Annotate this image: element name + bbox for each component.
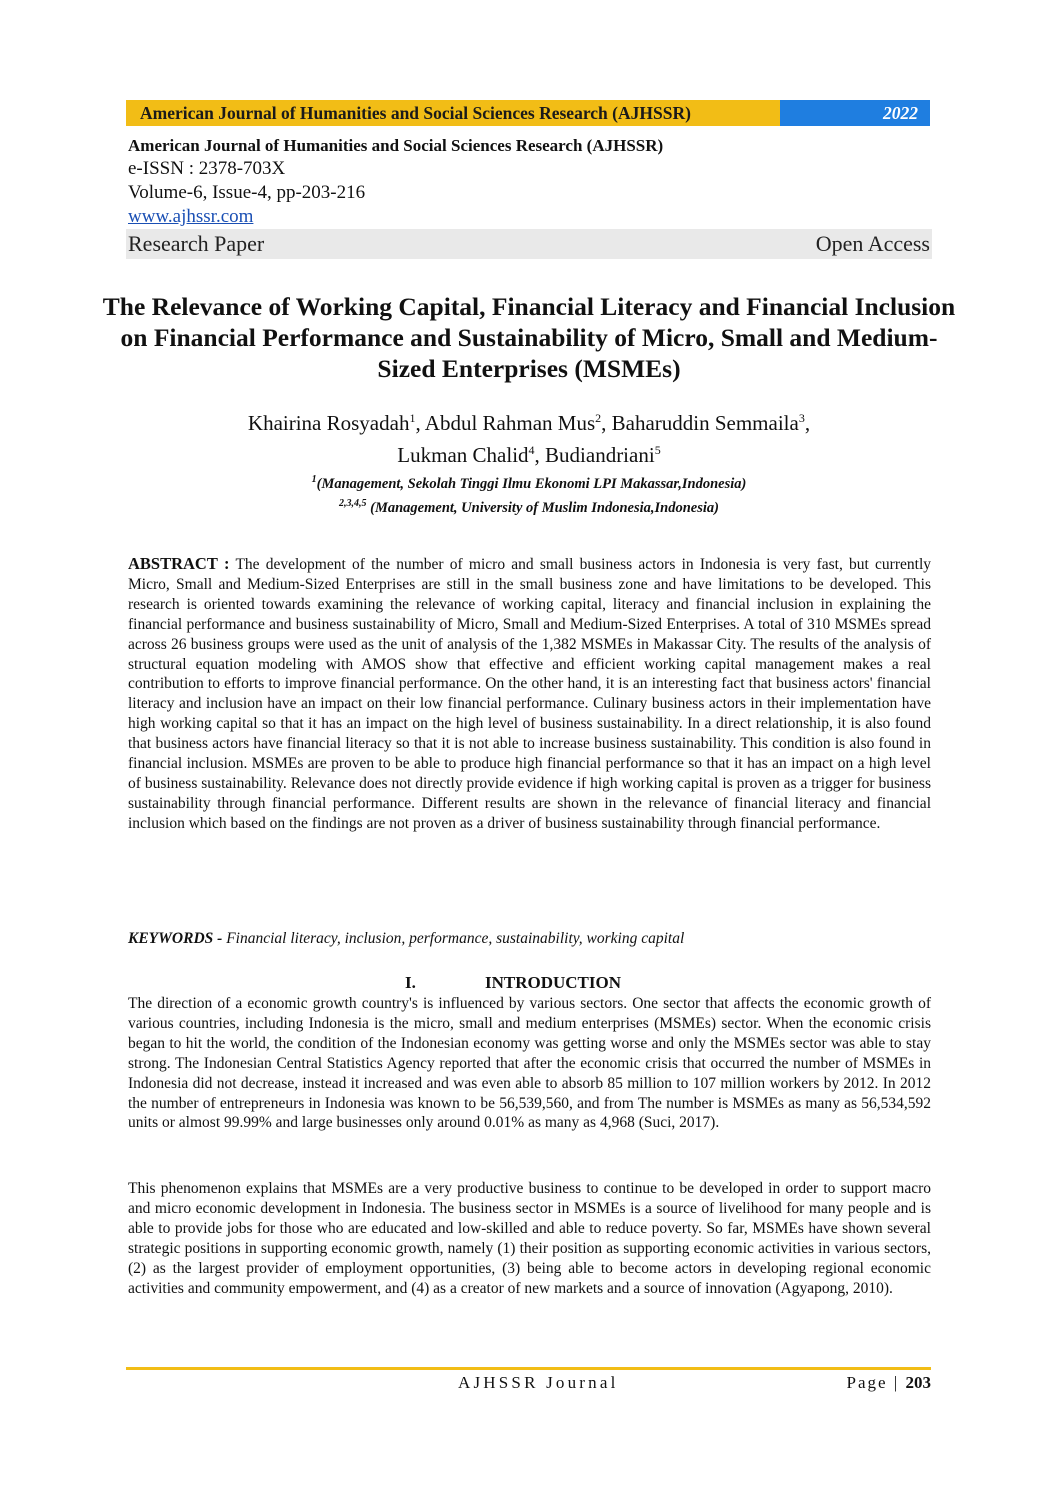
author-name: Baharuddin Semmaila [611, 411, 799, 435]
footer-divider [126, 1367, 931, 1370]
affiliation-text: (Management, Sekolah Tinggi Ilmu Ekonomi LPI Makassar,Indonesia) [316, 475, 747, 492]
author-name: Khairina Rosyadah [247, 411, 410, 435]
abstract-text: The development of the number of micro and small business actors in Indonesia is very fast, but currently Micro, Small and Medium-Sized Enterprises are still in the small business zone and have limitations to be developed. This research is oriented towards examining the relevance of working capital, literacy and financial inclusion in explaining the financial performance and business sustainability of Micro, Small and Medium-Sized Enterprises. A total of 310 MSMEs spread across 26 business groups were used as the unit of analysis of the 1,382 MSMEs in Makassar City. The results of the analysis of structural equation modeling with AMOS show that effective and efficient working capital management makes a real contribution to efforts to improve financial performance. On the other hand, it is an interesting fact that business actors' financial literacy and inclusion have an impact on their low financial performance. Culinary business actors in their implementation have high working capital so that it has an impact on the high level of business sustainability. In a direct relationship, it is also found that business actors have financial literacy so that it is not able to increase business sustainability. This condition is also found in financial inclusion. MSMEs are proven to be able to produce high financial performance so that it has an impact on a high level of business sustainability. Relevance does not directly provide evidence if high working capital is proven as a trigger for business sustainability through financial performance. Different results are shown in the relevance of financial literacy and financial inclusion which based on the findings are not proven as a driver of business sustainability through financial performance. [128, 556, 931, 832]
abstract [128, 554, 931, 834]
affiliations [100, 470, 958, 518]
affiliation-2 [100, 494, 958, 518]
banner-year-block [780, 100, 930, 126]
affiliation-text: (Management, University of Muslim Indonesia,Indonesia) [366, 499, 719, 516]
author-sup: 2 [595, 411, 602, 425]
page-number: 203 [905, 1373, 931, 1392]
journal-name: American Journal of Humanities and Social Sciences Research (AJHSSR) [128, 136, 664, 155]
section-number: I. [405, 973, 416, 992]
paper-title: The Relevance of Working Capital, Financial Literacy and Financial Inclusion on Financial Performance and Sustainability of Micro, Small and Medium-Sized Enterprises (MSMEs) [102, 292, 956, 383]
intro-paragraph-1: The direction of a economic growth country's is influenced by various sectors. One sector that affects the economic growth of various countries, including Indonesia is the micro, small and medium enterprises (MSMEs) sector. When the economic crisis began to hit the world, the condition of the Indonesian economy was getting worse and only the MSMEs sector was able to stay strong. The Indonesian Central Statistics Agency reported that after the economic crisis that occurred the number of MSMEs in Indonesia did not decrease, instead it increased and was even able to absorb 85 million to 107 million workers by 2012. In 2012 the number of entrepreneurs in Indonesia was known to be 56,539,560, and from The number is MSMEs as many as 56,534,592 units or almost 99.99% and large businesses only around 0.01% as many as 4,968 (Suci, 2017). [128, 995, 931, 1132]
author-sup: 3 [798, 411, 805, 425]
section-title: INTRODUCTION [485, 973, 622, 992]
author-name: Budiandriani [545, 443, 655, 467]
affiliation-1 [100, 470, 958, 494]
affiliation-sup: 1 [311, 474, 317, 485]
page-label: Page | [846, 1373, 900, 1392]
keywords [128, 930, 931, 948]
banner-journal-name: American Journal of Humanities and Social Sciences Research (AJHSSR) [140, 102, 691, 123]
author-sup: 1 [409, 411, 416, 425]
banner-journal-block [126, 100, 780, 126]
author-list: Khairina Rosyadah$^1$, Abdul Rahman Mus$^2$, Baharuddin Semmaila$^3$, Lukman Chalid$^4$, Budiandriani$^5$ [247, 411, 811, 467]
journal-url-link[interactable]: www.ajhssr.com [128, 206, 254, 227]
author-name: Abdul Rahman Mus [424, 411, 596, 435]
keywords-text: Financial literacy, inclusion, performance, sustainability, working capital [222, 930, 685, 947]
author-sup: 5 [654, 443, 661, 457]
intro-paragraph-2: This phenomenon explains that MSMEs are a very productive business to continue to be developed in order to support macro and micro economic development in Indonesia. The business sector in MSMEs is a source of livelihood for many people and is able to provide jobs for those who are educated and low-skilled and able to reduce poverty. So far, MSMEs have shown several strategic positions in supporting economic growth, namely (1) their position as supporting economic activities in various sectors, (2) as the largest provider of employment opportunities, (3) being able to become actors in developing regional economic activities and community empowerment, and (4) as a creator of new markets and a source of innovation (Agyapong, 2010). [128, 1180, 931, 1297]
access-type: Open Access [815, 231, 930, 256]
affiliation-sup: 2,3,4,5 [339, 497, 367, 509]
banner-year: 2022 [883, 102, 918, 123]
footer-journal-name: AJHSSR Journal [458, 1373, 619, 1392]
paper-type: Research Paper [128, 231, 265, 256]
paper-type-bar [126, 229, 932, 259]
issn: e-ISSN : 2378-703X [128, 158, 286, 179]
abstract-label: ABSTRACT : [128, 554, 230, 573]
footer-page [847, 1373, 931, 1393]
volume-issue: Volume-6, Issue-4, pp-203-216 [128, 182, 366, 203]
header-banner [126, 100, 930, 126]
journal-info [128, 134, 932, 228]
author-name: Lukman Chalid [397, 443, 529, 467]
section-heading [128, 973, 931, 995]
keywords-label: KEYWORDS - [128, 930, 223, 947]
author-sup: 4 [528, 443, 535, 457]
